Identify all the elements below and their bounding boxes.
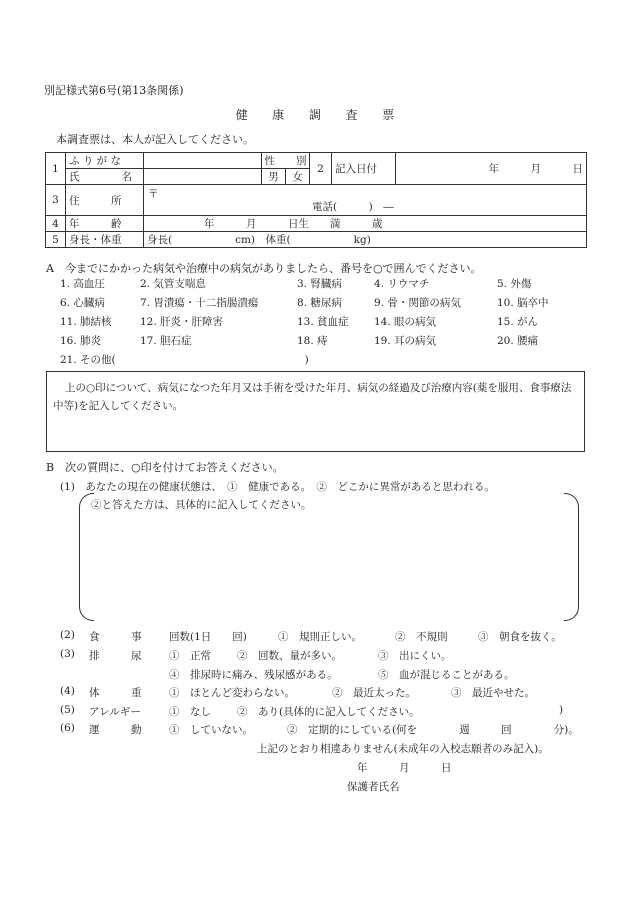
- disease-option[interactable]: 7. 胃潰瘍・十二指腸潰瘍: [140, 297, 259, 309]
- q1-detail-box[interactable]: [79, 493, 579, 621]
- question-topic: 排 尿: [89, 650, 142, 662]
- question-topic: 体 重: [89, 687, 142, 699]
- date-label: 記入日付: [332, 153, 396, 185]
- disease-option[interactable]: 3. 腎臓病: [297, 278, 342, 290]
- guardian-name-label[interactable]: 保護者氏名: [347, 781, 400, 793]
- disease-option[interactable]: 12. 肝炎・肝障害: [140, 316, 224, 328]
- name-field[interactable]: [144, 169, 262, 185]
- question-topic: アレルギー: [89, 706, 141, 718]
- age-label: 年 齢: [66, 216, 144, 232]
- answer-option[interactable]: ② 回数、量が多い。: [237, 650, 342, 662]
- birth-age-field[interactable]: 年 月 日生 満 歳: [144, 216, 587, 232]
- answer-option[interactable]: ⑤ 血が混じることがある。: [378, 669, 515, 681]
- row-number: 1: [46, 153, 66, 185]
- furigana-field[interactable]: [144, 153, 262, 169]
- disease-option[interactable]: 20. 腰痛: [497, 335, 539, 347]
- declaration-text: 上記のとおり相違ありません(未成年の入校志願者のみ記入)。: [257, 743, 549, 755]
- name-label: 氏 名: [66, 169, 144, 185]
- sex-label: 性 別: [262, 153, 310, 169]
- intro-text: 本調査票は、本人が記入してください。: [56, 133, 254, 146]
- answer-option[interactable]: ③ 朝食を抜く。: [478, 631, 562, 643]
- disease-option[interactable]: 14. 眼の病気: [374, 316, 437, 328]
- disease-option[interactable]: 9. 骨・関節の病気: [374, 297, 461, 309]
- disease-option[interactable]: 19. 耳の病気: [374, 335, 437, 347]
- medical-history-box[interactable]: [46, 371, 585, 452]
- furigana-label: ふ り が な: [66, 153, 144, 169]
- signature-date-field[interactable]: 年 月 日: [357, 762, 452, 774]
- question-number: (2): [60, 629, 75, 641]
- address-label: 住 所: [66, 185, 144, 216]
- disease-option[interactable]: 10. 脳卒中: [497, 297, 549, 309]
- disease-option[interactable]: 11. 肺結核: [60, 316, 112, 328]
- sex-male-option[interactable]: 男: [262, 169, 286, 185]
- answer-option[interactable]: ④ 排尿時に痛み、残尿感がある。: [169, 669, 338, 681]
- disease-option[interactable]: 2. 気管支喘息: [140, 278, 206, 290]
- personal-info-table: [45, 152, 587, 248]
- answer-option[interactable]: ② 不規則: [395, 631, 448, 643]
- disease-option[interactable]: 1. 高血圧: [60, 278, 105, 290]
- page-title: 健 康 調 査 票: [235, 108, 395, 122]
- question-1[interactable]: (1) あなたの現在の健康状態は、 ① 健康である。 ② どこかに異常があると思われる。: [60, 481, 495, 493]
- question-number: (4): [60, 685, 75, 697]
- date-field[interactable]: 年 月 日: [396, 153, 587, 185]
- answer-option[interactable]: ③ 出にくい。: [378, 650, 452, 662]
- section-a-heading: A 今までにかかった病気や治療中の病気がありましたら、番号を○で囲んでください。: [46, 262, 482, 275]
- question-number: (3): [60, 648, 75, 660]
- left-bracket: [79, 493, 94, 621]
- answer-option[interactable]: ③ 最近やせた。: [451, 687, 535, 699]
- disease-option[interactable]: 17. 胆石症: [140, 335, 192, 347]
- row-number: 2: [310, 153, 332, 185]
- sex-female-option[interactable]: 女: [286, 169, 310, 185]
- disease-option[interactable]: 4. リウマチ: [374, 278, 430, 290]
- disease-option-other[interactable]: 21. その他( ): [60, 354, 309, 366]
- q1-detail-instructions: ②と答えた方は、具体的に記入してください。: [91, 499, 312, 511]
- question-number: (5): [60, 704, 75, 716]
- address-field[interactable]: [144, 185, 587, 216]
- phone-field[interactable]: 電話( ) ―: [312, 201, 394, 213]
- section-b-heading: B 次の質問に、○印を付けてお答えください。: [46, 461, 284, 474]
- row-number: 3: [46, 185, 66, 216]
- answer-option[interactable]: ① 規則正しい。: [278, 631, 362, 643]
- medical-history-instructions: 上の○印について、病気になつた年月又は手術を受けた年月、病気の経過及び治療内容(薬を服用、食事療法中等)を記入してください。: [53, 382, 572, 412]
- disease-option[interactable]: 5. 外傷: [497, 278, 532, 290]
- question-topic: 食 事: [89, 631, 142, 643]
- row-number: 4: [46, 216, 66, 232]
- disease-option[interactable]: 18. 痔: [297, 335, 328, 347]
- answer-option[interactable]: ① ほとんど変わらない。: [169, 687, 295, 699]
- question-topic: 運 動: [89, 724, 142, 736]
- answer-option[interactable]: ① していない。: [169, 724, 253, 736]
- disease-option[interactable]: 16. 肺炎: [60, 335, 102, 347]
- closing-paren: ): [559, 704, 564, 716]
- form-number: 別記様式第6号(第13条関係): [44, 84, 184, 97]
- exercise-detail-field[interactable]: ② 定期的にしている(何を 週 回 分)。: [287, 724, 579, 736]
- height-weight-label: 身長・体重: [66, 232, 144, 248]
- disease-option[interactable]: 13. 貧血症: [297, 316, 349, 328]
- meal-count-field[interactable]: 回数(1日 回): [169, 631, 247, 643]
- question-number: (6): [60, 722, 75, 734]
- disease-option[interactable]: 6. 心臓病: [60, 297, 105, 309]
- right-bracket: [564, 493, 579, 621]
- allergy-detail-field[interactable]: ② あり(具体的に記入してください。: [237, 706, 420, 718]
- height-weight-field[interactable]: 身長( cm) 体重( kg): [144, 232, 587, 248]
- disease-option[interactable]: 8. 糖尿病: [297, 297, 342, 309]
- disease-list: [60, 276, 580, 371]
- answer-option[interactable]: ① 正常: [169, 650, 211, 662]
- answer-option[interactable]: ① なし: [169, 706, 211, 718]
- row-number: 5: [46, 232, 66, 248]
- disease-option[interactable]: 15. がん: [497, 316, 539, 328]
- answer-option[interactable]: ② 最近太った。: [332, 687, 416, 699]
- postal-mark: 〒: [148, 188, 159, 200]
